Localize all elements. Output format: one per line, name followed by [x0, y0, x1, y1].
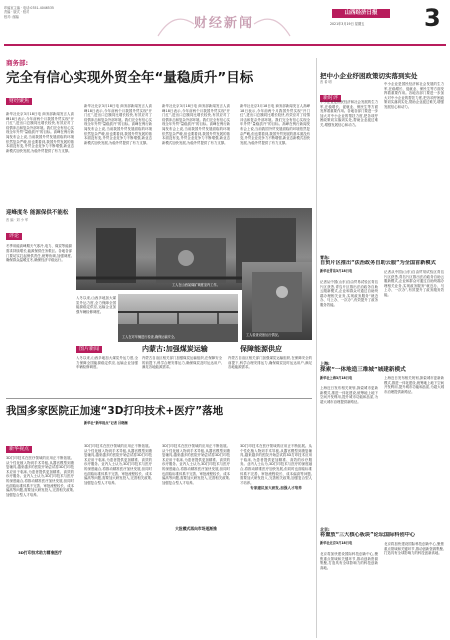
policy-body-col1: 中小企业是国民经济和社会发展的生力军,在稳增长、促就业、保民生等方面发挥着重要作用。各地各部门要进一步加大对中小企业的帮扶力度,把各项纾困政策切实落到实处,帮助企业渡过难关,增强发展信心和动力。 [320, 100, 378, 127]
photo-side-caption: 工人检查设备运行情况。 [246, 333, 282, 337]
issue-date: 2021年3月19日 星期五 [330, 22, 365, 26]
main-body-col4: 3D打印技术在医疗领域的应用正不断拓展。从个性化植入物到手术导板,从器官模型到康复辅具,越来越多的医院开始尝试将3D打印技术应用于临床,为患者提供更加精准、高效的诊疗服务。业内人士认为,3D打印技术与医疗的深度融合,将推动精准医疗加快发展,但同时也面临标准体系不完善、审批流程较长、成本偏高等问题,需要加大研发投入,完善相关政策,加强复合型人才培养。 [240, 444, 312, 485]
main-story-header [6, 404, 312, 444]
main-subhead-3 [240, 486, 312, 491]
main-byline: 新华社“新华视点”记者 吕晓澜 [84, 421, 128, 425]
main-body-col3: 3D打印技术在医疗领域的应用正不断拓展。从个性化植入物到手术导板,从器官模型到康复辅具,越来越多的医院开始尝试将3D打印技术应用于临床,为患者提供更加精准、高效的诊疗服务。业内人士认为,3D打印技术与医疗的深度融合,将推动精准医疗加快发展,但同时也面临标准体系不完善、审批流程较长、成本偏高等问题,需要加大研发投入,完善相关政策,加强复合型人才培养。 [162, 444, 230, 485]
beijing-kicker: 北京: [320, 527, 330, 532]
photo-bottom-caption: 工人在对车辆进行检查,确保运输安全。 [122, 335, 178, 339]
policy-story [320, 72, 444, 248]
photo-news-tag: 图片新闻 [76, 346, 102, 353]
beijing-headline: 将置放“三大核心板块”论坛国际科创中心 [320, 532, 416, 539]
photo-bottom [118, 294, 238, 342]
beijing-body-col2: 北京将加快建设国际科技创新中心,聚焦重点领域和关键环节,推动创新资源集聚,打造具有全球影响力的科技创新高地。 [384, 542, 444, 556]
shanghai-byline: 新华社上海3月18日电 [320, 376, 353, 381]
lead-headline: 完全有信心实现外贸全年“量稳质升”目标 [6, 70, 254, 86]
masthead [4, 4, 446, 42]
feature-body-1: 内蒙古自治区相关部门加强煤炭运输组织,在保障安全的前提下,科学合理安排运力,确保煤炭及时运达用户,满足各地能源需求。 [142, 356, 222, 370]
shanghai-headline: 探索“一体地造三维城”城建新模式 [320, 367, 406, 374]
paper-name-box [332, 9, 390, 18]
policy-headline: 把中小企业纾困政策切实落到实处 [320, 72, 418, 80]
beijing-story [320, 528, 444, 636]
lead-body-col4: 新华社北京3月18日电 商务部新闻发言人高峰18日表示,今年前两个月我国外贸实现“开门红”,进出口总额同比增长较快,有效应对了疫情冲击和复杂外部环境。我们完全有信心实现全年外贸“量稳质升”的目标。高峰在例行新闻发布会上说,当前我国外贸发展面临的环境依然复杂严峻,但也要看到,我国外贸发展的基本面没有变,外贸企业竞争力不断增强,新业态新模式加快发展,为稳外贸提供了有力支撑。 [240, 104, 310, 145]
policy-body-col2: 中小企业是国民经济和社会发展的生力军,在稳增长、促就业、保民生等方面发挥着重要作用。各地各部门要进一步加大对中小企业的帮扶力度,把各项纾困政策切实落到实处,帮助企业渡过难关,增强发展信心和动力。 [384, 82, 444, 109]
lead-body-col1: 新华社北京3月18日电 商务部新闻发言人高峰18日表示,今年前两个月我国外贸实现“开门红”,进出口总额同比增长较快,有效应对了疫情冲击和复杂外部环境。我们完全有信心实现全年外贸“量稳质升”的目标。高峰在例行新闻发布会上说,当前我国外贸发展面临的环境依然复杂严峻,但也要看到,我国外贸发展的基本面没有变,外贸企业竞争力不断增强,新业态新模式加快发展,为稳外贸提供了有力支撑。 [6, 112, 74, 153]
lead-kicker: 商务部: [6, 59, 29, 67]
qingdao-kicker: 青岛: [320, 255, 330, 260]
qingdao-byline: 新华社青岛3月18日电 [320, 269, 353, 274]
masthead-line: 印编室主编 · 电话:0351-4046535 [4, 6, 54, 10]
policy-tag: 新时评 [320, 95, 341, 102]
shanghai-kicker: 上海: [320, 361, 330, 366]
shanghai-story [320, 362, 444, 522]
masthead-line: 校对: 邮编 [4, 14, 19, 19]
commentary-title: 迎峰度冬 能源保供不能松 [6, 210, 69, 216]
feature-headline-left: 内蒙古:加强煤炭运输 [142, 345, 208, 353]
feature-headline-right: 保障能源供应 [240, 345, 282, 353]
commentary-body: 冬季用能高峰期天气寒冷,电力、煤炭等能源需求持续增长,能源保供任务艰巨。各地各部门要切实扛起保供责任,统筹协调,加强调度,确保群众温暖过冬,确保经济平稳运行。 [6, 244, 72, 263]
qingdao-story [320, 256, 444, 356]
qingdao-headline: 自贸片区推出“法治政务自助云服”为全国首新模式 [320, 260, 436, 267]
photo-top-caption: 工人在山西某煤矿调度室内工作。 [172, 283, 220, 287]
lead-body-col2: 新华社北京3月18日电 商务部新闻发言人高峰18日表示,今年前两个月我国外贸实现“开门红”,进出口总额同比增长较快,有效应对了疫情冲击和复杂外部环境。我们完全有信心实现全年外贸“量稳质升”的目标。高峰在例行新闻发布会上说,当前我国外贸发展面临的环境依然复杂严峻,但也要看到,我国外贸发展的基本面没有变,外贸企业竞争力不断增强,新业态新模式加快发展,为稳外贸提供了有力支撑。 [84, 104, 152, 145]
lead-section-tag: 财经聚焦 [6, 98, 32, 105]
shanghai-body-col2: 上海近日发布相关规划,探索城市更新新模式,推进一体化建设,统筹地上地下空间开发利用,提升城市功能和品质,为超大城市治理提供新路径。 [384, 376, 444, 394]
policy-byline: 晋 希 明 [320, 80, 332, 84]
page-number: 3 [424, 4, 441, 32]
main-section-tag: 新华视点 [6, 446, 32, 453]
masthead-editor-info [4, 6, 94, 19]
main-subhead-3-text: 专家建议加大研发,加强人才培养 [250, 486, 302, 490]
photo-side [242, 262, 312, 340]
column-divider [316, 58, 317, 638]
section-name: 财经新闻 [193, 16, 254, 31]
main-subhead-2 [162, 526, 230, 532]
lead-body-columns [6, 104, 312, 202]
lead-story [6, 58, 312, 106]
feature-body-2: 内蒙古自治区相关部门加强煤炭运输组织,在保障安全的前提下,科学合理安排运力,确保煤炭及时运达用户,满足各地能源需求。 [228, 356, 312, 370]
beijing-byline: 新华社北京3月18日电 [320, 541, 353, 546]
lead-body-col3: 新华社北京3月18日电 商务部新闻发言人高峰18日表示,今年前两个月我国外贸实现“开门红”,进出口总额同比增长较快,有效应对了疫情冲击和复杂外部环境。我们完全有信心实现全年外贸“量稳质升”的目标。高峰在例行新闻发布会上说,当前我国外贸发展面临的环境依然复杂严峻,但也要看到,我国外贸发展的基本面没有变,外贸企业竞争力不断增强,新业态新模式加快发展,为稳外贸提供了有力支撑。 [162, 104, 230, 145]
commentary [6, 210, 72, 330]
beijing-body-col1: 北京将加快建设国际科技创新中心,聚焦重点领域和关键环节,推动创新资源集聚,打造具有全球影响力的科技创新高地。 [320, 552, 378, 570]
main-subhead-1 [6, 550, 74, 556]
masthead-line: 责编 · 版式 · 校对 [4, 10, 30, 15]
main-rule [6, 398, 312, 399]
section-title [154, 6, 294, 40]
qingdao-body-col2: 记者从中国(山东)自由贸易试验区青岛片区获悉,青岛片区推出法治政务自助云服新模式,企业和群众可通过自助终端办理相关业务,实现政务服务“就近办、马上办、一次办”,有效提升了政务服务效能。 [384, 270, 444, 297]
commentary-byline: 晋 编 · 刘 小 军 [6, 218, 29, 222]
main-body-col2: 3D打印技术在医疗领域的应用正不断拓展。从个性化植入物到手术导板,从器官模型到康复辅具,越来越多的医院开始尝试将3D打印技术应用于临床,为患者提供更加精准、高效的诊疗服务。业内人士认为,3D打印技术与医疗的深度融合,将推动精准医疗加快发展,但同时也面临标准体系不完善、审批流程较长、成本偏高等问题,需要加大研发投入,完善相关政策,加强复合型人才培养。 [84, 444, 152, 485]
photo-news-body: 入冬以来,山西多地加大煤炭外运力度,全力保障全国能源稳定供应,运输企业加强车辆检修调度。 [76, 296, 116, 314]
photo-news-block [76, 346, 312, 396]
shanghai-body-col1: 上海近日发布相关规划,探索城市更新新模式,推进一体化建设,统筹地上地下空间开发利用,提升城市功能和品质,为超大城市治理提供新路径。 [320, 386, 378, 404]
commentary-tag: 评论 [6, 233, 22, 240]
main-headline: 我国多家医院正加速“3D打印技术+医疗”落地 [6, 405, 224, 417]
masthead-rule [4, 44, 446, 46]
worker-image [242, 262, 312, 340]
main-subhead-1-text: 3D打印技术助力精准医疗 [18, 550, 62, 555]
main-story-body [6, 446, 312, 636]
photo-news [76, 296, 116, 342]
photo-news-text: 入冬以来,山西多地加大煤炭外运力度,全力保障全国能源稳定供应,运输企业加强车辆检修调度。 [76, 356, 138, 370]
qingdao-body-col1: 记者从中国(山东)自由贸易试验区青岛片区获悉,青岛片区推出法治政务自助云服新模式,企业和群众可通过自助终端办理相关业务,实现政务服务“就近办、马上办、一次办”,有效提升了政务服务效能。 [320, 280, 378, 307]
main-subhead-2-text: 大批模式再向市场逐渐推 [175, 526, 217, 531]
main-body-col1: 3D打印技术在医疗领域的应用正不断拓展。从个性化植入物到手术导板,从器官模型到康复辅具,越来越多的医院开始尝试将3D打印技术应用于临床,为患者提供更加精准、高效的诊疗服务。业内人士认为,3D打印技术与医疗的深度融合,将推动精准医疗加快发展,但同时也面临标准体系不完善、审批流程较长、成本偏高等问题,需要加大研发投入,完善相关政策,加强复合型人才培养。 [6, 456, 74, 497]
paper-name: 山西经济日报 [344, 10, 378, 16]
